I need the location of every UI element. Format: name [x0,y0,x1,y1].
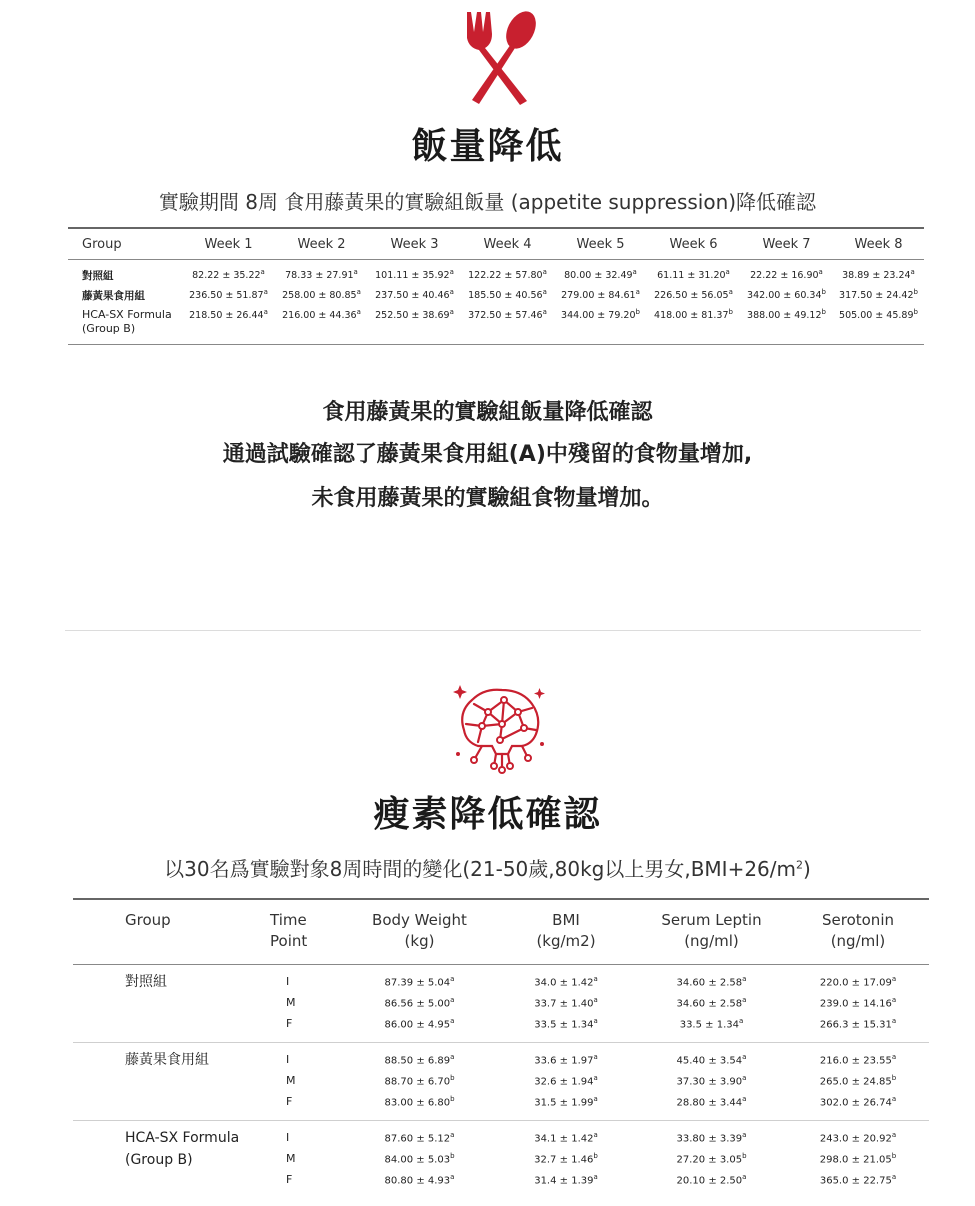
significance-mark: a [593,1052,598,1061]
significance-mark: a [450,1172,455,1181]
value-text: 34.0 ± 1.42 [534,977,594,989]
value-text: 185.50 ± 40.56 [468,290,543,302]
table-cell [275,260,368,288]
table-cell [343,1169,496,1198]
table-cell [182,260,275,288]
value-text: 237.50 ± 40.46 [375,290,450,302]
table-cell [343,992,496,1013]
fork-spoon-icon [455,8,547,108]
header-line-2: (ng/ml) [830,932,886,950]
significance-mark: a [891,1094,897,1103]
table-cell [787,1148,929,1169]
significance-mark: a [742,1094,747,1103]
significance-mark: b [913,308,918,316]
significance-mark: a [450,995,455,1004]
significance-mark: b [450,1151,455,1160]
section-subtitle-leptin: 以30名爲實驗對象8周時間的變化(21-50歲,80kg以上男女$,BMI+26/m^2$) [164,857,811,881]
column-header [636,899,787,965]
table-cell [461,287,554,307]
column-header: Week 3 [368,228,461,260]
value-text: 80.80 ± 4.93 [384,1175,451,1187]
time-point: F [286,1173,293,1186]
significance-mark: b [891,1151,897,1160]
column-header: Week 8 [833,228,924,260]
significance-mark: b [742,1151,747,1160]
table-cell [343,1013,496,1043]
time-point: I [243,1121,343,1149]
significance-mark: a [450,974,455,983]
value-text: 34.1 ± 1.42 [534,1133,594,1145]
header-line-1: Serotonin [821,911,894,929]
header-line-1: Group [125,911,171,929]
significance-mark: a [738,1016,744,1025]
value-text: 279.00 ± 84.61 [561,290,636,302]
significance-mark: b [821,288,826,296]
value-text: 33.7 ± 1.40 [534,998,594,1010]
table-cell [496,1121,636,1149]
value-text: 33.80 ± 3.39 [676,1133,743,1145]
value-text: 37.30 ± 3.90 [676,1076,743,1088]
time-point: M [286,1074,296,1087]
value-text: 78.33 ± 27.91 [285,270,354,282]
table-cell [647,287,740,307]
value-text: 266.3 ± 15.31 [819,1019,892,1031]
significance-mark: b [635,308,640,316]
header-line-2: (kg/m2) [536,932,596,950]
table-cell [496,1169,636,1198]
table-cell [787,1070,929,1091]
column-header: Week 7 [740,228,833,260]
value-text: 365.0 ± 22.75 [819,1175,892,1187]
section-subtitle-appetite: 實驗期間 8周 食用藤黃果的實驗組飯量 (appetite suppression)降低確認 [158,190,817,214]
table-cell [636,1013,787,1043]
finding-line-1: 食用藤黃果的實驗組飯量降低確認 [322,400,653,425]
value-text: 88.50 ± 6.89 [384,1055,451,1067]
table-cell [787,1121,929,1149]
value-text: 33.5 ± 1.34 [679,1019,739,1031]
column-header: Week 4 [461,228,554,260]
table-cell [740,287,833,307]
value-text: 84.00 ± 5.03 [384,1154,451,1166]
value-text: 33.5 ± 1.34 [534,1019,594,1031]
table-row [73,1121,929,1149]
value-text: 216.0 ± 23.55 [819,1055,892,1067]
table-cell [496,1148,636,1169]
significance-mark: a [450,1130,455,1139]
significance-mark: b [891,1073,897,1082]
time-point: M [286,1152,296,1165]
value-text: 80.00 ± 32.49 [564,270,633,282]
value-text: 258.00 ± 80.85 [282,290,357,302]
table-cell [554,260,647,288]
time-point: I [243,1043,343,1071]
value-text: 61.11 ± 31.20 [657,270,726,282]
value-text: 82.22 ± 35.22 [192,270,261,282]
table-cell [496,992,636,1013]
significance-mark: a [449,308,454,316]
significance-mark: a [542,268,547,276]
value-text: 265.0 ± 24.85 [819,1076,892,1088]
table-cell [343,965,496,993]
table-cell [496,965,636,993]
table-cell [647,307,740,345]
significance-mark: a [593,1094,598,1103]
column-header [343,899,496,965]
significance-mark: a [742,1130,747,1139]
value-text: 317.50 ± 24.42 [839,290,914,302]
table-cell [554,307,647,345]
time-point: M [286,996,296,1009]
column-header: Week 1 [182,228,275,260]
significance-mark: b [913,288,918,296]
significance-mark: a [542,288,547,296]
header-line-1: BMI [552,911,580,929]
value-text: 226.50 ± 56.05 [654,290,729,302]
table-cell [343,1091,496,1121]
leptin-table [73,898,929,1198]
table-row [73,1043,929,1071]
value-text: 87.39 ± 5.04 [384,977,451,989]
header-line-1: Body Weight [372,911,467,929]
value-text: 88.70 ± 6.70 [384,1076,451,1088]
significance-mark: a [449,288,454,296]
value-text: 252.50 ± 38.69 [375,310,450,322]
table-cell [368,260,461,288]
significance-mark: a [891,1172,897,1181]
significance-mark: a [891,1130,897,1139]
table-cell [636,1091,787,1121]
table-cell [636,965,787,993]
time-point: F [286,1095,293,1108]
value-text: 122.22 ± 57.80 [468,270,543,282]
table-cell [496,1070,636,1091]
table-cell [496,1091,636,1121]
value-text: 31.4 ± 1.39 [534,1175,594,1187]
significance-mark: a [593,1073,598,1082]
significance-mark: b [821,308,826,316]
significance-mark: a [742,1073,747,1082]
table-cell [787,1091,929,1121]
significance-mark: a [593,1172,598,1181]
table-cell [496,1013,636,1043]
table-cell [182,307,275,345]
significance-mark: b [593,1151,598,1160]
significance-mark: b [450,1094,455,1103]
table-cell [833,307,924,345]
column-header: Group [68,228,182,260]
significance-mark: a [593,974,598,983]
table-cell [787,992,929,1013]
table-row [73,965,929,993]
group-name: 對照組 [125,974,167,990]
column-header [73,899,243,965]
significance-mark: a [593,1016,598,1025]
value-text: 28.80 ± 3.44 [676,1097,743,1109]
finding-line-2: 通過試驗確認了藤黃果食用組(A)中殘留的食物量增加, [222,442,753,467]
table-cell [787,1169,929,1198]
table-row [68,287,924,307]
significance-mark: a [632,268,637,276]
table-cell [343,1070,496,1091]
time-point: I [286,975,290,988]
group-name: HCA-SX Formula (Group B) [68,307,182,345]
value-text: 372.50 ± 57.46 [468,310,543,322]
value-text: 33.6 ± 1.97 [534,1055,594,1067]
table-cell [636,1148,787,1169]
value-text: 505.00 ± 45.89 [839,310,914,322]
header-line-1: Time [270,911,307,929]
value-text: 101.11 ± 35.92 [375,270,450,282]
value-text: 87.60 ± 5.12 [384,1133,451,1145]
significance-mark: a [742,1052,747,1061]
table-cell [636,1043,787,1071]
finding-line-3: 未食用藤黃果的實驗組食物量增加。 [311,486,664,511]
value-text: 27.20 ± 3.05 [676,1154,743,1166]
group-name: 藤黃果食用組 [82,290,145,302]
significance-mark: a [542,308,547,316]
appetite-table [68,227,924,345]
column-header: Week 2 [275,228,368,260]
table-cell [787,1013,929,1043]
column-header [243,899,343,965]
significance-mark: a [356,288,361,296]
table-cell [461,260,554,288]
value-text: 20.10 ± 2.50 [676,1175,743,1187]
header-line-1: Serum Leptin [661,911,762,929]
table-cell [636,992,787,1013]
significance-mark: a [742,1172,747,1181]
significance-mark: a [356,308,361,316]
significance-mark: a [263,308,268,316]
significance-mark: a [742,974,747,983]
value-text: 34.60 ± 2.58 [676,977,743,989]
header-line-2: Point [270,932,308,950]
significance-mark: a [450,1016,455,1025]
table-cell [554,287,647,307]
value-text: 34.60 ± 2.58 [676,998,743,1010]
significance-mark: a [742,995,747,1004]
value-text: 344.00 ± 79.20 [561,310,636,322]
table-cell [636,1070,787,1091]
column-header [496,899,636,965]
table-cell [740,307,833,345]
table-row [68,307,924,345]
value-text: 31.5 ± 1.99 [534,1097,594,1109]
value-text: 38.89 ± 23.24 [842,270,911,282]
value-text: 22.22 ± 16.90 [750,270,819,282]
column-header [787,899,929,965]
table-cell [740,260,833,288]
significance-mark: a [263,288,268,296]
significance-mark: b [450,1073,455,1082]
table-cell [496,1043,636,1071]
table-cell [343,1148,496,1169]
table-cell [636,1169,787,1198]
value-text: 236.50 ± 51.87 [189,290,264,302]
column-header: Week 5 [554,228,647,260]
significance-mark: a [891,1016,897,1025]
table-cell [787,965,929,993]
table-cell [343,1121,496,1149]
value-text: 216.00 ± 44.36 [282,310,357,322]
section-title-appetite: 飯量降低 [411,126,564,167]
section-divider [65,630,921,631]
group-name: HCA-SX Formula (Group B) [73,1121,243,1199]
section-title-leptin: 瘦素降低確認 [373,794,602,835]
value-text: 220.0 ± 17.09 [819,977,892,989]
table-cell [833,287,924,307]
table-cell [343,1043,496,1071]
column-header: Week 6 [647,228,740,260]
value-text: 342.00 ± 60.34 [747,290,822,302]
value-text: 239.0 ± 14.16 [819,998,892,1010]
value-text: 32.7 ± 1.46 [534,1154,594,1166]
value-text: 243.0 ± 20.92 [819,1133,892,1145]
value-text: 86.56 ± 5.00 [384,998,451,1010]
significance-mark: a [353,268,358,276]
value-text: 388.00 ± 49.12 [747,310,822,322]
value-text: 83.00 ± 6.80 [384,1097,451,1109]
value-text: 218.50 ± 26.44 [189,310,264,322]
value-text: 86.00 ± 4.95 [384,1019,451,1031]
header-line-2: (ng/ml) [684,932,739,950]
value-text: 298.0 ± 21.05 [819,1154,892,1166]
table-cell [275,307,368,345]
table-cell [461,307,554,345]
table-cell [636,1121,787,1149]
significance-mark: a [593,1130,598,1139]
group-name: 藤黃果食用組 [73,1043,243,1121]
value-text: 418.00 ± 81.37 [654,310,729,322]
table-cell [368,287,461,307]
table-cell [787,1043,929,1071]
table-cell [368,307,461,345]
table-row [68,260,924,288]
significance-mark: a [728,288,733,296]
significance-mark: a [593,995,598,1004]
table-cell [833,260,924,288]
significance-mark: a [891,974,897,983]
value-text: 302.0 ± 26.74 [819,1097,892,1109]
significance-mark: a [818,268,823,276]
header-line-2: (kg) [404,932,435,950]
time-point: F [286,1017,293,1030]
significance-mark: a [891,995,897,1004]
significance-mark: a [891,1052,897,1061]
table-cell [182,287,275,307]
significance-mark: b [728,308,733,316]
significance-mark: a [450,1052,455,1061]
table-cell [275,287,368,307]
significance-mark: a [260,268,265,276]
value-text: 32.6 ± 1.94 [534,1076,594,1088]
brain-network-icon [452,682,546,776]
significance-mark: a [725,268,730,276]
table-cell [647,260,740,288]
significance-mark: a [635,288,640,296]
significance-mark: a [449,268,454,276]
value-text: 45.40 ± 3.54 [676,1055,743,1067]
group-name: 對照組 [82,270,114,282]
significance-mark: a [910,268,915,276]
